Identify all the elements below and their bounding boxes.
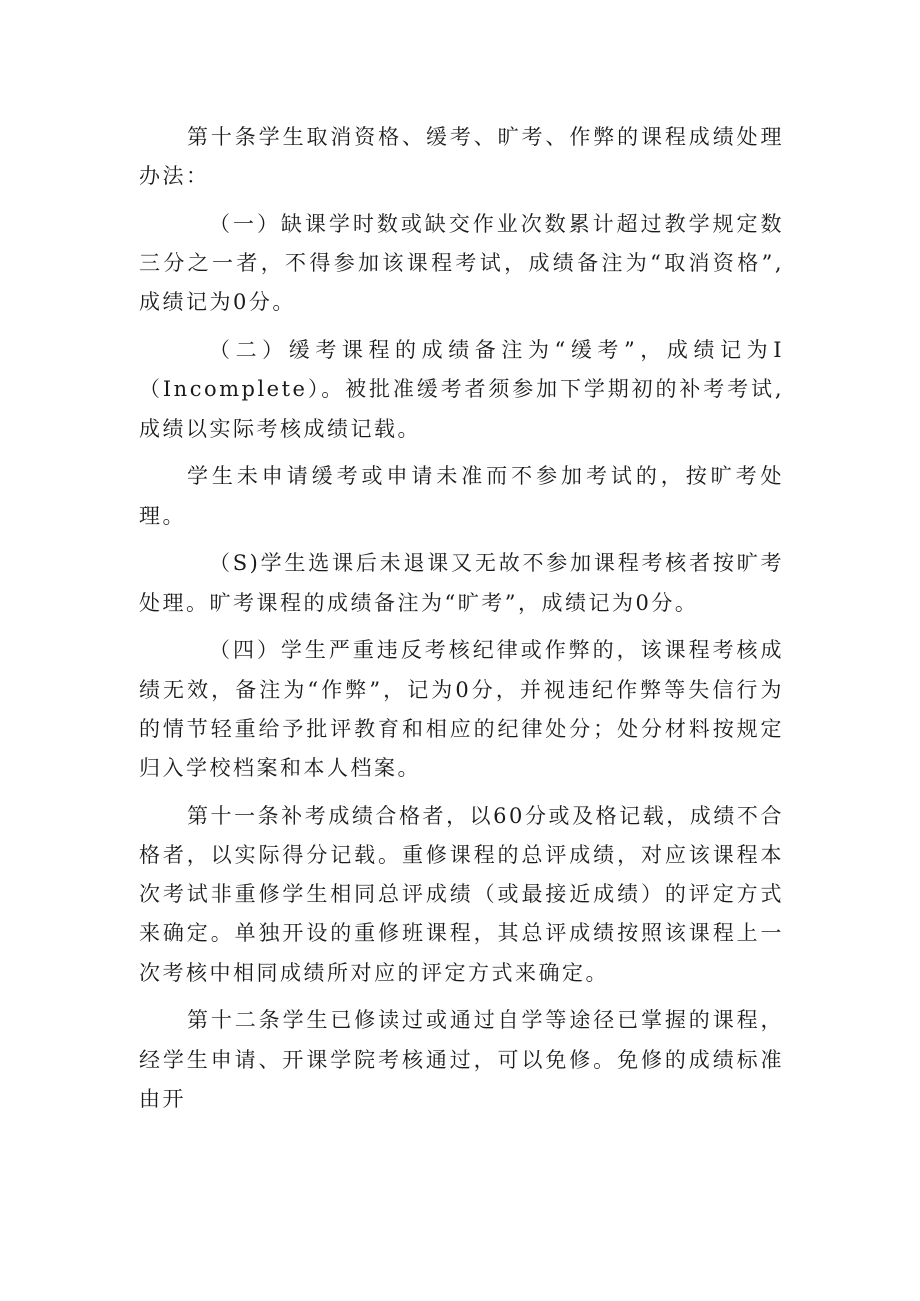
article-10-item-2: （二）缓考课程的成绩备注为“缓考”，成绩记为I（Incomplete）。被批准缓考者须参加下学期初的补考考试,成绩以实际考核成绩记载。 (139, 338, 784, 441)
article-11: 第十一条补考成绩合格者，以60分或及格记载，成绩不合格者，以实际得分记载。重修课程的总评成绩，对应该课程本次考试非重修学生相同总评成绩（或最接近成绩）的评定方式来确定。单独开设的重修班课程，其总评成绩按照该课程上一次考核中相同成绩所对应的评定方式来确定。 (139, 803, 784, 985)
article-10-item-2-note: 学生未申请缓考或申请未准而不参加考试的，按旷考处理。 (139, 464, 784, 528)
article-10-item-3: （S)学生选课后未退课又无故不参加课程考核者按旷考处理。旷考课程的成绩备注为“旷考”，成绩记为0分。 (139, 551, 784, 615)
article-10-item-4: （四）学生严重违反考核纪律或作弊的，该课程考核成绩无效，备注为“作弊”，记为0分，并视违纪作弊等失信行为的情节轻重给予批评教育和相应的纪律处分；处分材料按规定归入学校档案和本人档案。 (139, 638, 784, 781)
article-10-item-1: （一）缺课学时数或缺交作业次数累计超过教学规定数三分之一者，不得参加该课程考试，成绩备注为“取消资格”,成绩记为0分。 (139, 212, 784, 315)
document-body (139, 118, 784, 1119)
article-10-heading: 第十条学生取消资格、缓考、旷考、作弊的课程成绩处理办法： (139, 125, 784, 189)
article-12: 第十二条学生已修读过或通过自学等途径已掌握的课程，经学生申请、开课学院考核通过，可以免修。免修的成绩标准由开 (139, 1008, 784, 1111)
